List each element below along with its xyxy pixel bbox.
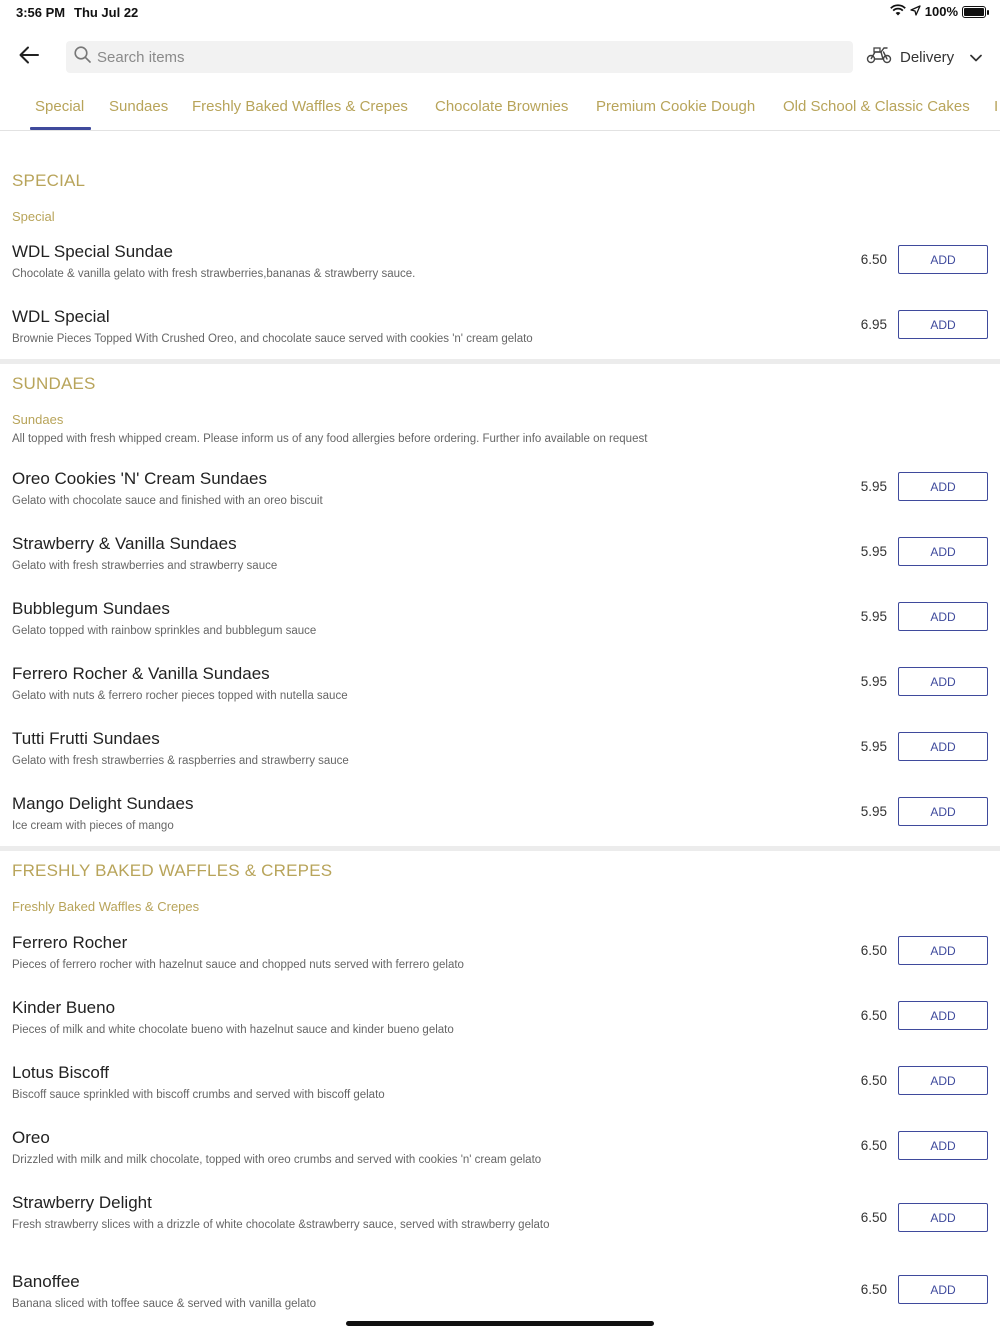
status-date: Thu Jul 22: [74, 5, 139, 20]
menu-item: [0, 998, 1000, 1060]
arrow-left-icon: [19, 46, 39, 69]
item-price: 5.95: [860, 804, 887, 819]
menu-item: [0, 242, 1000, 304]
item-name: Tutti Frutti Sundaes: [12, 729, 160, 748]
delivery-selector[interactable]: [866, 42, 982, 72]
scooter-icon: [866, 46, 892, 68]
add-button[interactable]: ADD: [898, 936, 988, 965]
item-name: WDL Special: [12, 307, 110, 326]
home-indicator: [346, 1321, 654, 1326]
add-button[interactable]: ADD: [898, 602, 988, 631]
item-description: Biscoff sauce sprinkled with biscoff crumbs and served with biscoff gelato: [12, 1089, 385, 1101]
item-name: Ferrero Rocher & Vanilla Sundaes: [12, 664, 270, 683]
top-bar: [0, 36, 1000, 78]
menu-item: [0, 1063, 1000, 1125]
item-price: 6.50: [860, 1008, 887, 1023]
menu-item: [0, 729, 1000, 791]
menu-item: [0, 469, 1000, 531]
menu-item: [0, 534, 1000, 596]
delivery-label: Delivery: [900, 48, 955, 66]
item-price: 6.50: [860, 252, 887, 267]
battery-icon: [962, 6, 986, 18]
section-subtitle-waffles-crepes: Freshly Baked Waffles & Crepes: [12, 899, 200, 914]
item-price: 5.95: [860, 674, 887, 689]
add-button[interactable]: ADD: [898, 1131, 988, 1160]
menu-item: [0, 933, 1000, 995]
menu-item: [0, 599, 1000, 661]
add-button[interactable]: ADD: [898, 797, 988, 826]
tab-special[interactable]: Special: [35, 98, 85, 115]
add-button[interactable]: ADD: [898, 537, 988, 566]
item-description: Gelato with fresh strawberries & raspberries and strawberry sauce: [12, 755, 349, 767]
battery-percent: 100%: [924, 4, 958, 19]
item-price: 6.50: [860, 1210, 887, 1225]
item-name: Strawberry & Vanilla Sundaes: [12, 534, 237, 553]
chevron-down-icon: [970, 49, 982, 66]
status-bar: [0, 0, 1000, 24]
tab-chocolate-brownies[interactable]: Chocolate Brownies: [435, 98, 569, 115]
section-divider: [0, 359, 1000, 364]
section-subtitle-special: Special: [12, 209, 55, 224]
item-price: 5.95: [860, 609, 887, 624]
category-tabs: [0, 90, 1000, 131]
add-button[interactable]: ADD: [898, 310, 988, 339]
item-description: Chocolate & vanilla gelato with fresh strawberries,bananas & strawberry sauce.: [12, 268, 416, 280]
item-name: WDL Special Sundae: [12, 242, 173, 261]
item-price: 6.50: [860, 1073, 887, 1088]
item-name: Bubblegum Sundaes: [12, 599, 170, 618]
section-title-special: SPECIAL: [12, 171, 86, 190]
item-description: Banana sliced with toffee sauce & served with vanilla gelato: [12, 1298, 317, 1310]
item-price: 5.95: [860, 544, 887, 559]
section-subtitle-sundaes: Sundaes: [12, 412, 64, 427]
add-button[interactable]: ADD: [898, 245, 988, 274]
item-price: 5.95: [860, 739, 887, 754]
wifi-icon: [890, 4, 906, 19]
item-description: Drizzled with milk and milk chocolate, topped with oreo crumbs and served with cookies 'n' cream gelato: [12, 1154, 542, 1166]
section-description-sundaes: All topped with fresh whipped cream. Please inform us of any food allergies before ordering. Further info available on request: [12, 433, 648, 445]
item-name: Oreo Cookies 'N' Cream Sundaes: [12, 469, 267, 488]
tab-sundaes[interactable]: Sundaes: [109, 98, 169, 115]
item-name: Kinder Bueno: [12, 998, 116, 1017]
search-icon: [74, 46, 91, 68]
location-arrow-icon: [910, 4, 921, 19]
add-button[interactable]: ADD: [898, 1066, 988, 1095]
active-tab-indicator: [30, 127, 91, 130]
item-name: Strawberry Delight: [12, 1193, 152, 1212]
item-description: Gelato with fresh strawberries and strawberry sauce: [12, 560, 278, 572]
add-button[interactable]: ADD: [898, 1275, 988, 1304]
section-divider: [0, 846, 1000, 851]
item-name: Lotus Biscoff: [12, 1063, 110, 1082]
search-input[interactable]: [97, 49, 797, 66]
tab-classic-cakes[interactable]: Old School & Classic Cakes: [783, 98, 970, 115]
item-name: Oreo: [12, 1128, 50, 1147]
menu-item: [0, 1128, 1000, 1190]
menu-item: [0, 1193, 1000, 1265]
item-description: Gelato with chocolate sauce and finished with an oreo biscuit: [12, 495, 323, 507]
item-description: Fresh strawberry slices with a drizzle of white chocolate &strawberry sauce, served with strawberry gelato: [12, 1219, 550, 1231]
item-price: 6.50: [860, 1138, 887, 1153]
tab-cookie-dough[interactable]: Premium Cookie Dough: [596, 98, 756, 115]
item-price: 6.50: [860, 943, 887, 958]
item-description: Ice cream with pieces of mango: [12, 820, 174, 832]
status-right: [890, 4, 986, 19]
item-price: 5.95: [860, 479, 887, 494]
status-time: 3:56 PM: [16, 5, 66, 20]
add-button[interactable]: ADD: [898, 1203, 988, 1232]
item-name: Mango Delight Sundaes: [12, 794, 194, 813]
item-name: Banoffee: [12, 1272, 80, 1291]
item-price: 6.95: [860, 317, 887, 332]
item-description: Brownie Pieces Topped With Crushed Oreo, and chocolate sauce served with cookies 'n' cream gelato: [12, 333, 533, 345]
item-description: Gelato with nuts & ferrero rocher pieces topped with nutella sauce: [12, 690, 348, 702]
tab-waffles-crepes[interactable]: Freshly Baked Waffles & Crepes: [192, 98, 408, 115]
item-description: Pieces of ferrero rocher with hazelnut sauce and chopped nuts served with ferrero gelato: [12, 959, 464, 971]
add-button[interactable]: ADD: [898, 472, 988, 501]
section-title-sundaes: SUNDAES: [12, 374, 96, 393]
tab-next-partial[interactable]: I: [994, 98, 999, 115]
menu-item: [0, 664, 1000, 726]
add-button[interactable]: ADD: [898, 667, 988, 696]
item-description: Pieces of milk and white chocolate bueno with hazelnut sauce and kinder bueno gelato: [12, 1024, 454, 1036]
add-button[interactable]: ADD: [898, 1001, 988, 1030]
item-description: Gelato topped with rainbow sprinkles and bubblegum sauce: [12, 625, 317, 637]
section-title-waffles-crepes: FRESHLY BAKED WAFFLES & CREPES: [12, 861, 333, 880]
item-name: Ferrero Rocher: [12, 933, 128, 952]
search-bar[interactable]: [66, 41, 853, 73]
item-price: 6.50: [860, 1282, 887, 1297]
back-button[interactable]: [14, 42, 44, 72]
add-button[interactable]: ADD: [898, 732, 988, 761]
